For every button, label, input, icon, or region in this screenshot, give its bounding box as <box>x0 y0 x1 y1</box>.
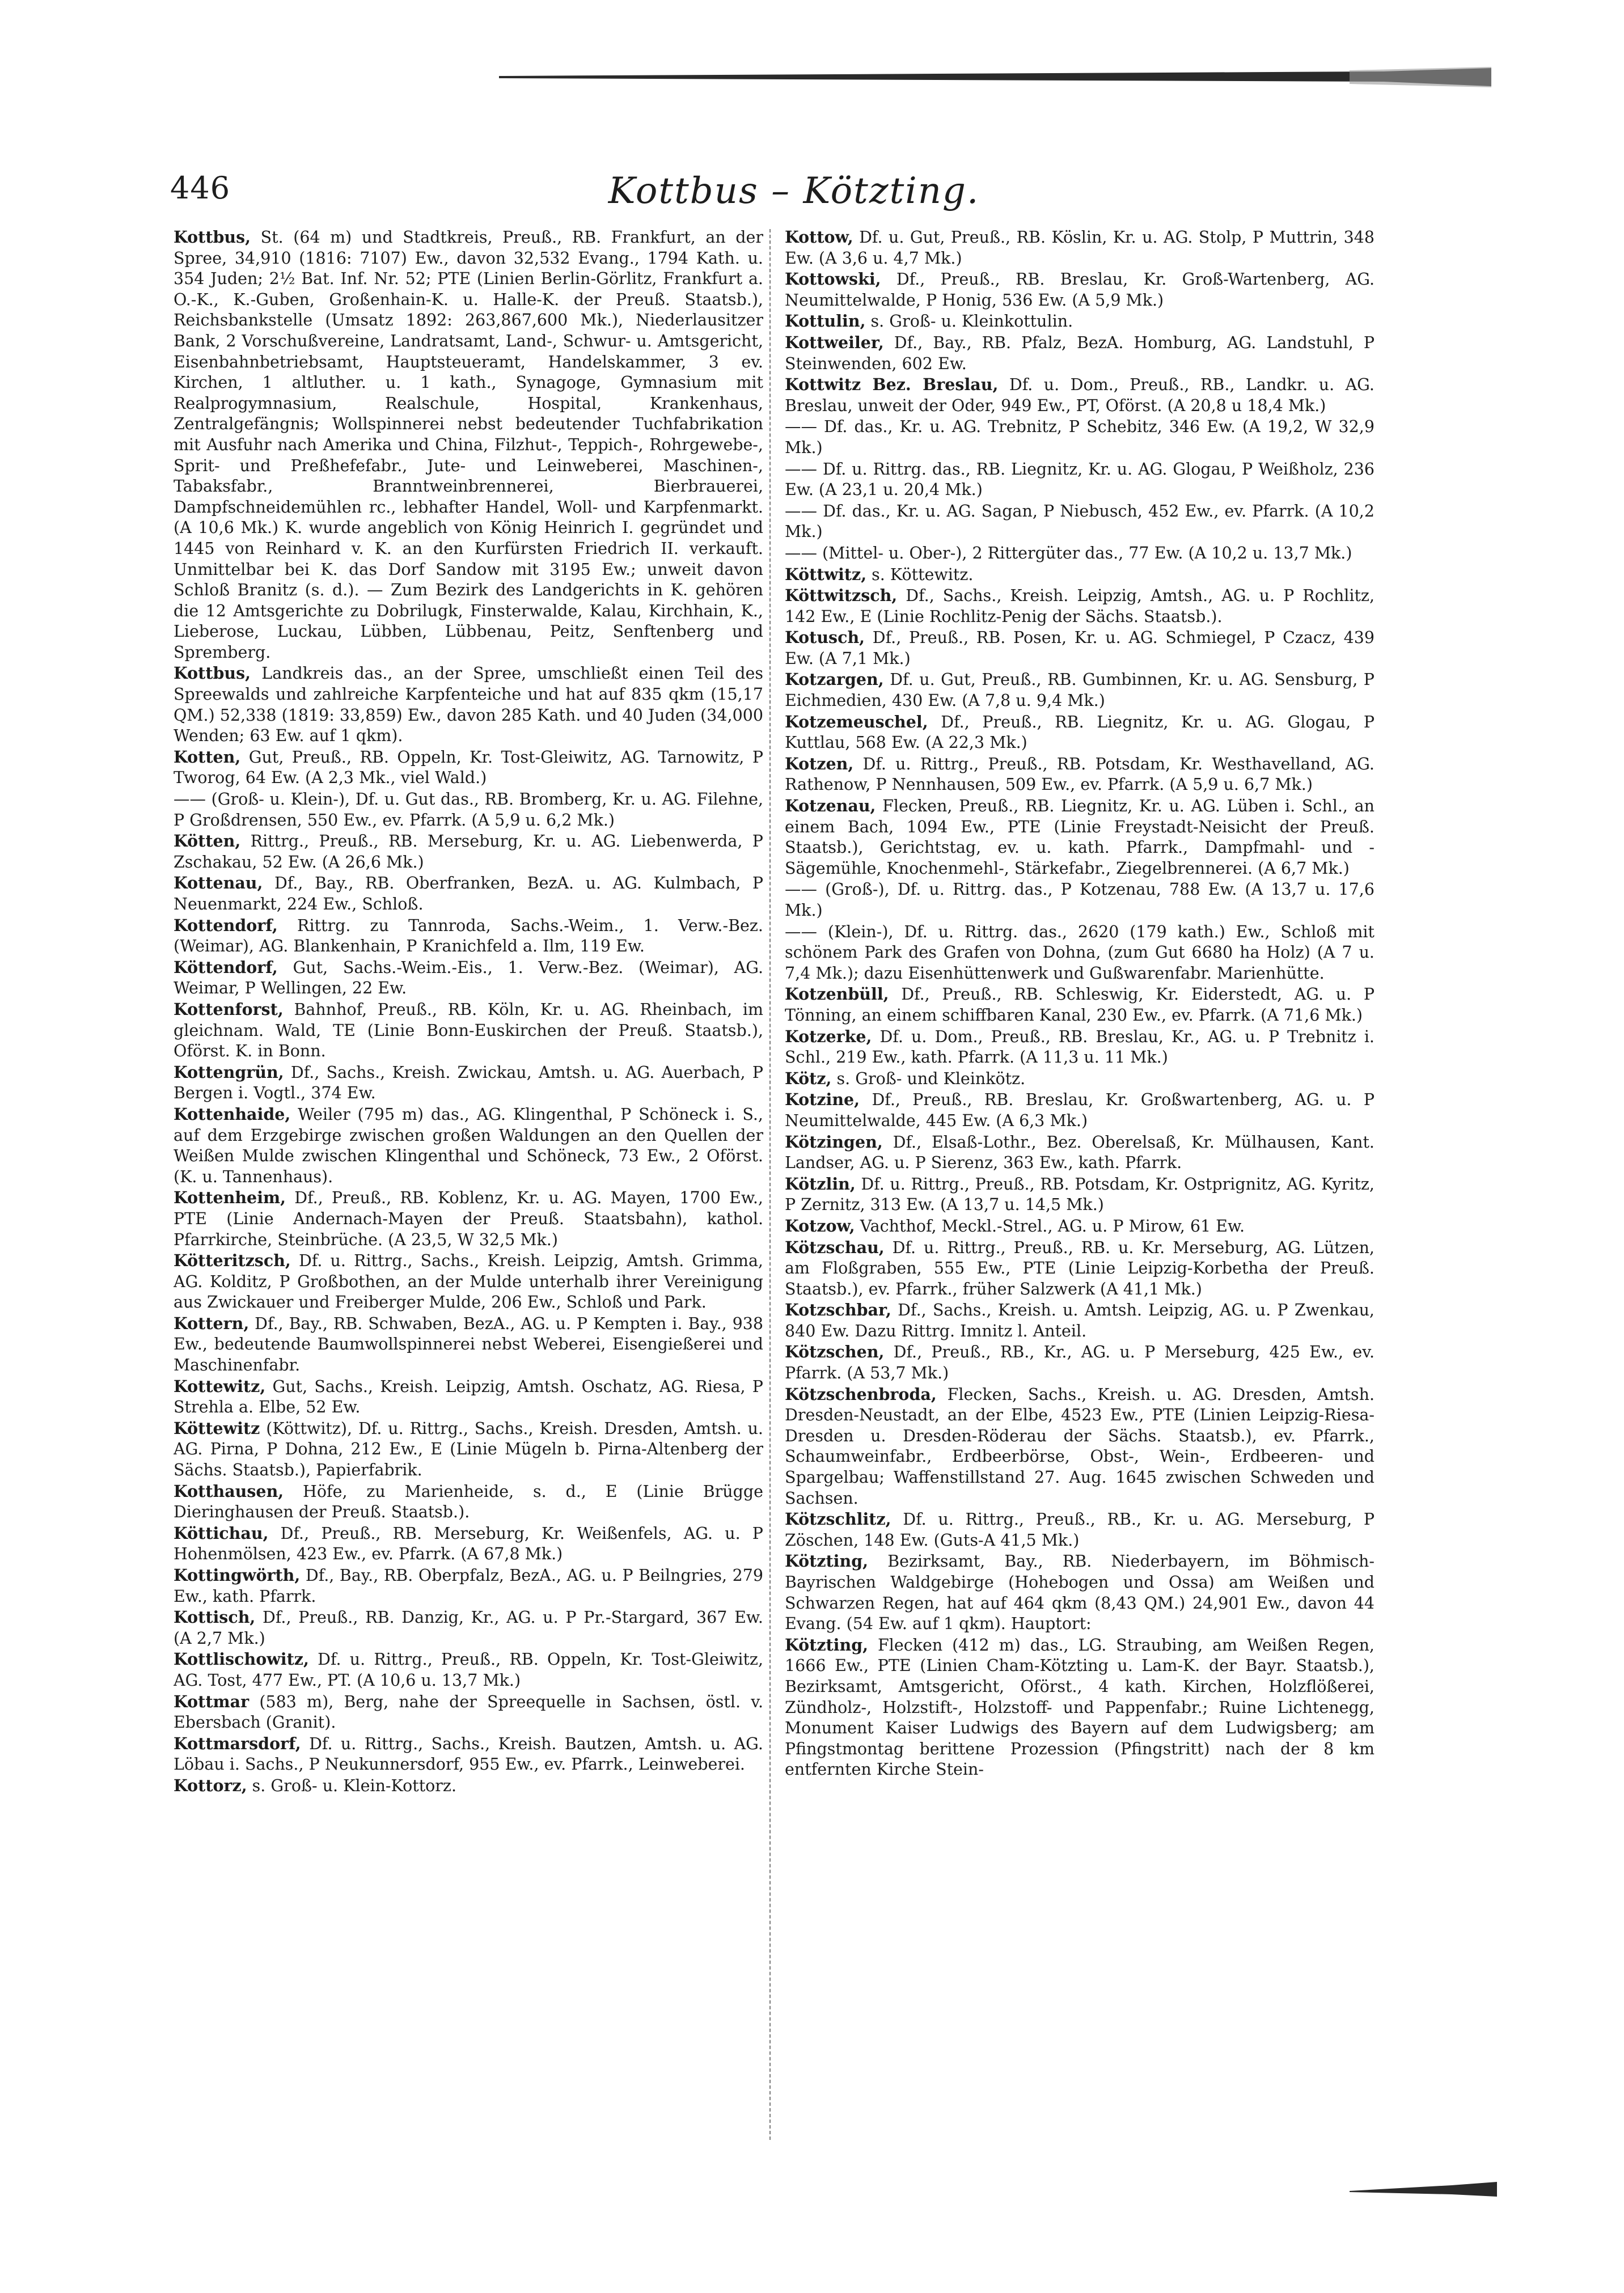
entry-text: Flecken, Preuß., RB. Liegnitz, Kr. u. AG. Lüben i. Schl., an einem Bach, 1094 Ew., PTE (Linie Freystadt-Neisicht der Preuß. Staatsb.), Gerichtstag, ev. u. kath. Pfarrk., Dampfmahl- und -Sägemühle, Knochenmehl-, Stärkefabr., Ziegelbrennerei. (A 6,7 Mk.) <box>785 797 1375 878</box>
entry-headword: Kotzargen, <box>785 670 884 689</box>
dictionary-entry <box>785 564 1375 586</box>
dictionary-entry <box>785 585 1375 627</box>
dictionary-entry <box>174 1565 763 1607</box>
dictionary-entry <box>785 459 1375 501</box>
dictionary-entry <box>174 789 763 831</box>
entry-text: Df., Preuß., RB. Merseburg, Kr. Weißenfels, AG. u. P Hohenmölsen, 423 Ew., ev. Pfarrk. (A 67,8 Mk.) <box>174 1524 763 1564</box>
entry-headword: Kottmar <box>174 1691 249 1711</box>
entry-text: Df., Preuß., RB. Liegnitz, Kr. u. AG. Glogau, P Kuttlau, 568 Ew. (A 22,3 Mk.) <box>785 712 1375 752</box>
dictionary-entry <box>785 1216 1375 1237</box>
entry-headword: Kotzenau, <box>785 796 876 816</box>
entry-text: Df. u. Dom., Preuß., RB., Landkr. u. AG. Breslau, unweit der Oder, 949 Ew., PT, Oförst. (A 20,8 u 18,4 Mk.) <box>785 375 1375 415</box>
dictionary-entry <box>785 227 1375 269</box>
entry-headword: Kottbus, <box>174 227 251 247</box>
left-column <box>174 227 763 2143</box>
column-divider <box>769 229 771 2140</box>
entry-headword: Kötzschlitz, <box>785 1509 891 1529</box>
dictionary-entry <box>174 1523 763 1565</box>
dictionary-entry <box>785 1068 1375 1090</box>
entry-headword: Kotzow, <box>785 1216 855 1236</box>
entry-text: Df., Bay., RB. Pfalz, BezA. Homburg, AG. Landstuhl, P Steinwenden, 602 Ew. <box>785 333 1375 373</box>
right-column <box>785 227 1375 2143</box>
entry-headword: Kottendorf, <box>174 915 278 935</box>
entry-text: Df., Sachs., Kreish. Zwickau, Amtsh. u. AG. Auerbach, P Bergen i. Vogtl., 374 Ew. <box>174 1063 763 1103</box>
dictionary-entry <box>785 879 1375 921</box>
entry-headword: Kotzine, <box>785 1090 860 1110</box>
entry-text: Df. u. Rittrg., Preuß., RB. Oppeln, Kr. Tost-Gleiwitz, AG. Tost, 477 Ew., PT. (A 10,6 u. 13,7 Mk.) <box>174 1650 763 1690</box>
top-print-rule <box>499 67 1491 87</box>
entry-headword: Kotusch, <box>785 628 865 648</box>
entry-headword: Kottewitz, <box>174 1376 266 1396</box>
dictionary-entry <box>174 1187 763 1250</box>
entry-headword: Kottwitz Bez. Breslau, <box>785 375 999 395</box>
entry-text: Df., Elsaß-Lothr., Bez. Oberelsaß, Kr. Mülhausen, Kant. Landser, AG. u. P Sierenz, 363 Ew., kath. Pfarrk. <box>785 1132 1375 1173</box>
entry-headword: Kotten, <box>174 747 241 767</box>
dictionary-entry <box>174 1313 763 1376</box>
entry-text: Höfe, zu Marienheide, s. d., E (Linie Brügge Dieringhausen der Preuß. Staatsb.). <box>174 1482 763 1522</box>
dictionary-entry <box>174 999 763 1062</box>
dictionary-entry <box>174 1691 763 1733</box>
dictionary-entry <box>785 1174 1375 1216</box>
entry-text: Df. u. Rittrg., Preuß., RB. Potsdam, Kr. Ostprignitz, AG. Kyritz, P Zernitz, 313 Ew. (A 13,7 u. 14,5 Mk.) <box>785 1174 1375 1215</box>
entry-headword: Köttewitz <box>174 1418 260 1438</box>
entry-text: Weiler (795 m) das., AG. Klingenthal, P Schöneck i. S., auf dem Erzgebirge zwischen großen Waldungen an den Quellen der Weißen Mulde zwischen Klingenthal und Schöneck, 73 Ew., 2 Oförst. (K. u. Tannenhaus). <box>174 1105 763 1186</box>
entry-headword: Kotzschbar, <box>785 1300 891 1320</box>
entry-text: Df. u. Gut, Preuß., RB. Köslin, Kr. u. AG. Stolp, P Muttrin, 348 Ew. (A 3,6 u. 4,7 Mk.) <box>785 228 1375 268</box>
entry-text: Gut, Preuß., RB. Oppeln, Kr. Tost-Gleiwitz, AG. Tarnowitz, P Tworog, 64 Ew. (A 2,3 Mk., viel Wald.) <box>174 747 763 788</box>
entry-headword: Kotthausen, <box>174 1481 284 1501</box>
entry-text: Df. u. Dom., Preuß., RB. Breslau, Kr., AG. u. P Trebnitz i. Schl., 219 Ew., kath. Pfarrk. (A 11,3 u. 11 Mk.) <box>785 1027 1375 1067</box>
dictionary-entry <box>785 311 1375 332</box>
entry-text: Df., Bay., RB. Oberpfalz, BezA., AG. u. P Beilngries, 279 Ew., kath. Pfarrk. <box>174 1566 763 1606</box>
dictionary-entry <box>174 831 763 873</box>
entry-headword: Kottern, <box>174 1313 249 1333</box>
dictionary-entry <box>785 374 1375 416</box>
entry-headword: Kottorz, <box>174 1775 247 1795</box>
dictionary-entry <box>174 1376 763 1418</box>
entry-text: s. Köttewitz. <box>866 565 974 584</box>
entry-headword: Kottenheim, <box>174 1188 286 1208</box>
entry-text: Df., Sachs., Kreish. Leipzig, Amtsh., AG. u. P Rochlitz, 142 Ew., E (Linie Rochlitz-Penig der Sächs. Staatsb.). <box>785 586 1375 626</box>
entry-text: Df., Sachs., Kreish. u. Amtsh. Leipzig, AG. u. P Zwenkau, 840 Ew. Dazu Rittrg. Imnitz l. Anteil. <box>785 1301 1375 1340</box>
entry-headword: Köttwitzsch, <box>785 586 898 606</box>
entry-text: —— (Groß-), Df. u. Rittrg. das., P Kotzenau, 788 Ew. (A 13,7 u. 17,6 Mk.) <box>785 880 1375 920</box>
entry-text: Gut, Sachs., Kreish. Leipzig, Amtsh. Oschatz, AG. Riesa, P Strehla a. Elbe, 52 Ew. <box>174 1377 763 1417</box>
dictionary-entry <box>174 1104 763 1187</box>
entry-text: Vachthof, Meckl.-Strel., AG. u. P Mirow, 61 Ew. <box>855 1216 1245 1236</box>
dictionary-entry <box>174 1062 763 1104</box>
entry-headword: Kötzlin, <box>785 1174 856 1194</box>
entry-headword: Kottlischowitz, <box>174 1649 309 1669</box>
entry-headword: Kötzschenbroda, <box>785 1384 937 1404</box>
entry-headword: Kötzting, <box>785 1635 869 1655</box>
entry-text: Df. u. Rittrg., Sachs., Kreish. Leipzig, Amtsh. Grimma, AG. Kolditz, P Großbothen, an der Mulde unterhalb ihrer Vereinigung aus Zwickauer und Freiberger Mulde, 206 Ew., Schloß und Park. <box>174 1251 763 1312</box>
entry-text: —— (Groß- u. Klein-), Df. u. Gut das., RB. Bromberg, Kr. u. AG. Filehne, P Großdrensen, 550 Ew., ev. Pfarrk. (A 5,9 u. 6,2 Mk.) <box>174 790 763 830</box>
entry-headword: Kotzemeuschel, <box>785 712 928 731</box>
entry-text: Flecken (412 m) das., LG. Straubing, am Weißen Regen, 1666 Ew., PTE (Linien Cham-Kötzting u. Lam-K. der Bayr. Staatsb.), Bezirksamt, Amtsgericht, Oförst., 4 kath. Kirchen, Holzflößerei, Zündholz-, Holzstift-, Holzstoff- und Pappenfabr.; Ruine Lichtenegg, Monument Kaiser Ludwigs des Bayern auf dem Ludwigsberg; am Pfingstmontag berittene Prozession (Pfingstritt) nach der 8 km entfernten Kirche Stein- <box>785 1635 1375 1779</box>
entry-headword: Kottulin, <box>785 311 866 331</box>
dictionary-entry <box>785 332 1375 374</box>
entry-headword: Kottowski, <box>785 269 881 289</box>
entry-text: s. Groß- u. Klein-Kottorz. <box>247 1776 456 1795</box>
entry-text: s. Groß- und Kleinkötz. <box>831 1069 1026 1088</box>
entry-headword: Kottisch, <box>174 1607 256 1627</box>
dictionary-entry <box>174 1649 763 1691</box>
bottom-print-rule <box>1350 2177 1497 2200</box>
entry-headword: Kottenau, <box>174 873 263 893</box>
entry-headword: Kotzen, <box>785 754 854 773</box>
dictionary-entry <box>785 1300 1375 1342</box>
entry-headword: Köttichau, <box>174 1523 269 1543</box>
running-head: Kottbus – Kötzting. <box>608 170 980 212</box>
dictionary-entry <box>785 501 1375 543</box>
entry-headword: Kottbus, <box>174 663 251 683</box>
dictionary-entry <box>174 1481 763 1523</box>
dictionary-entry <box>785 1132 1375 1174</box>
entry-text: (Köttwitz), Df. u. Rittrg., Sachs., Kreish. Dresden, Amtsh. u. AG. Pirna, P Dohna, 212 Ew., E (Linie Mügeln b. Pirna-Altenberg der Sächs. Staatsb.), Papierfabrik. <box>174 1419 763 1480</box>
entry-text: —— Df. das., Kr. u. AG. Trebnitz, P Schebitz, 346 Ew. (A 19,2, W 32,9 Mk.) <box>785 417 1375 457</box>
entry-headword: Kötzschen, <box>785 1342 885 1362</box>
dictionary-entry <box>785 921 1375 984</box>
entry-text: s. Groß- u. Kleinkottulin. <box>865 312 1073 331</box>
dictionary-entry <box>174 1733 763 1775</box>
entry-text: Df., Preuß., RB. Schleswig, Kr. Eiderstedt, AG. u. P Tönning, an einem schiffbaren Kanal, 230 Ew., ev. Pfarrk. (A 71,6 Mk.) <box>785 985 1375 1025</box>
dictionary-entry <box>174 227 763 663</box>
entry-headword: Kötzting, <box>785 1551 869 1571</box>
dictionary-entry <box>785 796 1375 879</box>
dictionary-entry <box>785 269 1375 311</box>
dictionary-entry <box>785 627 1375 669</box>
entry-text: Df., Preuß., RB. Posen, Kr. u. AG. Schmiegel, P Czacz, 439 Ew. (A 7,1 Mk.) <box>785 628 1375 668</box>
dictionary-entry <box>785 1635 1375 1780</box>
entry-text: Df. u. Gut, Preuß., RB. Gumbinnen, Kr. u. AG. Sensburg, P Eichmedien, 430 Ew. (A 7,8 u. 9,4 Mk.) <box>785 670 1375 710</box>
entry-headword: Kotzerke, <box>785 1026 872 1046</box>
entry-headword: Kötzingen, <box>785 1132 883 1152</box>
page-number: 446 <box>170 170 231 206</box>
dictionary-entry <box>785 1551 1375 1634</box>
entry-headword: Kottenforst, <box>174 999 284 1019</box>
dictionary-entry <box>174 1775 763 1797</box>
dictionary-entry <box>174 957 763 999</box>
entry-headword: Kötteritzsch, <box>174 1251 291 1271</box>
entry-text: Df. u. Rittrg., Preuß., RB. Potsdam, Kr. Westhavelland, AG. Rathenow, P Nennhausen, 509 Ew., ev. Pfarrk. (A 5,9 u. 6,7 Mk.) <box>785 754 1375 794</box>
entry-text: St. (64 m) und Stadtkreis, Preuß., RB. Frankfurt, an der Spree, 34,910 (1816: 7107) Ew., davon 32,532 Evang., 1794 Kath. u. 354 Juden; 2½ Bat. Inf. Nr. 52; PTE (Linien Berlin-Görlitz, Frankfurt a. O.-K., K.-Guben, Großenhain-K. u. Halle-K. der Preuß. Staatsb.), Reichsbankstelle (Umsatz 1892: 263,867,600 Mk.), Niederlausitzer Bank, 2 Vorschußvereine, Landratsamt, Land-, Schwur- u. Amtsgericht, Eisenbahnbetriebsamt, Hauptsteueramt, Handelskammer, 3 ev. Kirchen, 1 altluther. u. 1 kath., Synagoge, Gymnasium mit Realprogymnasium, Realschule, Hospital, Krankenhaus, Zentralgefängnis; Wollspinnerei nebst bedeutender Tuchfabrikation mit Ausfuhr nach Amerika und China, Filzhut-, Teppich-, Rohrgewebe-, Sprit- und Preßhefefabr., Jute- und Leinweberei, Maschinen-, Tabaksfabr., Branntweinbrennerei, Bierbrauerei, Dampfschneidemühlen rc., lebhafter Handel, Woll- und Karpfenmarkt. (A 10,6 Mk.) K. wurde angeblich von König Heinrich I. gegründet und 1445 von Reinhard v. K. an den Kurfürsten Friedrich II. verkauft. Unmittelbar bei K. das Dorf Sandow mit 3195 Ew.; unweit davon Schloß Branitz (s. d.). — Zum Bezirk des Landgerichts in K. gehören die 12 Amtsgerichte zu Dobrilugk, Finsterwalde, Kalau, Kirchhain, K., Lieberose, Luckau, Lübben, Lübbenau, Peitz, Senftenberg und Spremberg. <box>174 228 763 662</box>
dictionary-entry <box>785 543 1375 564</box>
entry-text: Gut, Sachs.-Weim.-Eis., 1. Verw.-Bez. (Weimar), AG. Weimar, P Wellingen, 22 Ew. <box>174 958 763 998</box>
dictionary-entry <box>174 873 763 915</box>
entry-text: Df., Preuß., RB. Danzig, Kr., AG. u. P Pr.-Stargard, 367 Ew. (A 2,7 Mk.) <box>174 1608 763 1648</box>
dictionary-entry <box>785 1509 1375 1551</box>
dictionary-entry <box>174 1418 763 1481</box>
dictionary-entry <box>174 663 763 746</box>
entry-headword: Köttendorf, <box>174 957 278 977</box>
dictionary-entry <box>785 1026 1375 1068</box>
entry-text: Df., Preuß., RB. Koblenz, Kr. u. AG. Mayen, 1700 Ew., PTE (Linie Andernach-Mayen der Preuß. Staatsbahn), kathol. Pfarrkirche, Steinbrüche. (A 23,5, W 32,5 Mk.) <box>174 1188 763 1249</box>
entry-headword: Köttwitz, <box>785 564 867 584</box>
dictionary-entry <box>785 754 1375 796</box>
dictionary-entry <box>174 1250 763 1313</box>
entry-text: Df. u. Rittrg., Preuß., RB. u. Kr. Merseburg, AG. Lützen, am Floßgraben, 555 Ew., PTE (Linie Leipzig-Korbetha der Preuß. Staatsb.), ev. Pfarrk., früher Salzwerk (A 41,1 Mk.) <box>785 1238 1375 1298</box>
entry-text: Flecken, Sachs., Kreish. u. AG. Dresden, Amtsh. Dresden-Neustadt, an der Elbe, 4523 Ew., PTE (Linien Leipzig-Riesa-Dresden u. Dresden-Röderau der Sächs. Staatsb.), ev. Pfarrk., Schaumweinfabr., Erdbeerbörse, Obst-, Wein-, Erdbeeren- und Spargelbau; Waffenstillstand 27. Aug. 1645 zwischen Schweden und Sachsen. <box>785 1385 1375 1508</box>
dictionary-entry <box>785 416 1375 458</box>
entry-text: Df., Preuß., RB. Breslau, Kr. Groß-Wartenberg, AG. Neumittelwalde, P Honig, 536 Ew. (A 5,9 Mk.) <box>785 270 1375 310</box>
entry-headword: Kottweiler, <box>785 332 884 352</box>
dictionary-entry <box>785 1384 1375 1509</box>
entry-text: Landkreis das., an der Spree, umschließt einen Teil des Spreewalds und zahlreiche Karpfenteiche und hat auf 835 qkm (15,17 QM.) 52,338 (1819: 33,859) Ew., davon 285 Kath. und 40 Juden (34,000 Wenden; 63 Ew. auf 1 qkm). <box>174 664 763 746</box>
dictionary-entry <box>174 915 763 957</box>
entry-headword: Kottmarsdorf, <box>174 1733 301 1753</box>
entry-text: Bahnhof, Preuß., RB. Köln, Kr. u. AG. Rheinbach, im gleichnam. Wald, TE (Linie Bonn-Euskirchen der Preuß. Staatsb.), Oförst. K. in Bonn. <box>174 1000 763 1061</box>
entry-text: (583 m), Berg, nahe der Spreequelle in Sachsen, östl. v. Ebersbach (Granit). <box>174 1692 763 1732</box>
entry-headword: Kottengrün, <box>174 1062 284 1082</box>
entry-text: Df. u. Rittrg., Preuß., RB., Kr. u. AG. Merseburg, P Zöschen, 148 Ew. (Guts-A 41,5 Mk.) <box>785 1510 1375 1550</box>
dictionary-entry <box>785 712 1375 754</box>
entry-text: Df. u. Rittrg., Sachs., Kreish. Bautzen, Amtsh. u. AG. Löbau i. Sachs., P Neukunnersdorf, 955 Ew., ev. Pfarrk., Leinweberei. <box>174 1734 763 1774</box>
entry-text: Rittrg. zu Tannroda, Sachs.-Weim., 1. Verw.-Bez. (Weimar), AG. Blankenhain, P Kranichfeld a. Ilm, 119 Ew. <box>174 916 763 956</box>
entry-headword: Kottow, <box>785 227 853 247</box>
entry-text: Df., Bay., RB. Schwaben, BezA., AG. u. P Kempten i. Bay., 938 Ew., bedeutende Baumwollspinnerei nebst Weberei, Eisengießerei und Maschinenfabr. <box>174 1314 763 1375</box>
entry-text: —— (Klein-), Df. u. Rittrg. das., 2620 (179 kath.) Ew., Schloß mit schönem Park des Grafen von Dohna, (zum Gut 6680 ha Holz) (A 7 u. 7,4 Mk.); dazu Eisenhüttenwerk und Gußwarenfabr. Marienhütte. <box>785 922 1375 983</box>
entry-headword: Kötzschau, <box>785 1237 885 1257</box>
entry-headword: Kotzenbüll, <box>785 984 889 1004</box>
entry-headword: Kottingwörth, <box>174 1566 301 1585</box>
entry-headword: Kötten, <box>174 831 241 851</box>
entry-text: Df., Preuß., RB., Kr., AG. u. P Merseburg, 425 Ew., ev. Pfarrk. (A 53,7 Mk.) <box>785 1343 1375 1383</box>
entry-text: Df., Bay., RB. Oberfranken, BezA. u. AG. Kulmbach, P Neuenmarkt, 224 Ew., Schloß. <box>174 874 763 913</box>
entry-text: Df., Preuß., RB. Breslau, Kr. Großwartenberg, AG. u. P Neumittelwalde, 445 Ew. (A 6,3 Mk.) <box>785 1090 1375 1130</box>
entry-text: —— Df. das., Kr. u. AG. Sagan, P Niebusch, 452 Ew., ev. Pfarrk. (A 10,2 Mk.) <box>785 501 1375 541</box>
dictionary-entry <box>785 669 1375 711</box>
dictionary-entry <box>785 1089 1375 1131</box>
entry-text: Rittrg., Preuß., RB. Merseburg, Kr. u. AG. Liebenwerda, P Zschakau, 52 Ew. (A 26,6 Mk.) <box>174 832 763 871</box>
dictionary-entry <box>785 1342 1375 1384</box>
entry-text: Bezirksamt, Bay., RB. Niederbayern, im Böhmisch-Bayrischen Waldgebirge (Hohebogen und Ossa) am Weißen und Schwarzen Regen, hat auf 464 qkm (8,43 QM.) 24,901 Ew., davon 44 Evang. (54 Ew. auf 1 qkm). Hauptort: <box>785 1552 1375 1634</box>
dictionary-entry <box>785 1237 1375 1300</box>
entry-headword: Kötz, <box>785 1068 832 1088</box>
entry-headword: Kottenhaide, <box>174 1104 291 1124</box>
dictionary-entry <box>174 747 763 789</box>
dictionary-entry <box>785 984 1375 1026</box>
entry-text: —— (Mittel- u. Ober-), 2 Rittergüter das., 77 Ew. (A 10,2 u. 13,7 Mk.) <box>785 543 1352 562</box>
entry-text: —— Df. u. Rittrg. das., RB. Liegnitz, Kr. u. AG. Glogau, P Weißholz, 236 Ew. (A 23,1 u. 20,4 Mk.) <box>785 459 1375 500</box>
dictionary-entry <box>174 1607 763 1649</box>
